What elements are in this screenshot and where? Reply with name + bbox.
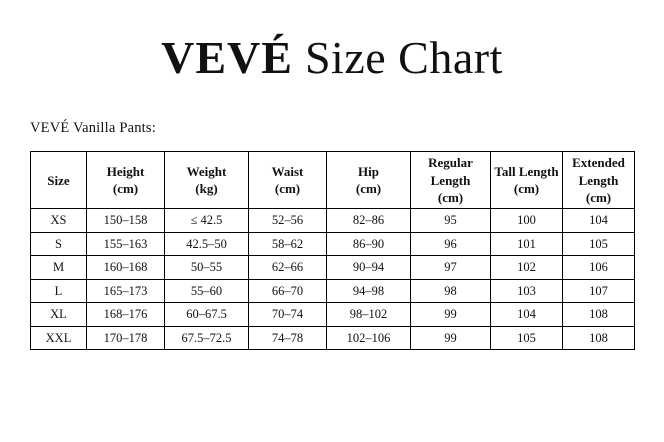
cell-extended-length: 104	[563, 209, 635, 233]
cell-size: S	[31, 232, 87, 256]
table-body	[31, 209, 635, 350]
cell-extended-length: 108	[563, 326, 635, 350]
cell-size: XXL	[31, 326, 87, 350]
page-title	[0, 34, 664, 82]
cell-waist: 74–78	[249, 326, 327, 350]
page-title-rest: Size Chart	[292, 32, 503, 83]
cell-waist: 58–62	[249, 232, 327, 256]
cell-extended-length: 105	[563, 232, 635, 256]
column-header-weight: Weight (kg)	[165, 152, 249, 209]
cell-waist: 70–74	[249, 303, 327, 327]
column-header-height: Height (cm)	[87, 152, 165, 209]
product-subtitle: VEVÉ Vanilla Pants:	[30, 120, 156, 137]
cell-hip: 90–94	[327, 256, 411, 280]
cell-hip: 82–86	[327, 209, 411, 233]
cell-regular-length: 96	[411, 232, 491, 256]
column-header-hip: Hip (cm)	[327, 152, 411, 209]
cell-regular-length: 98	[411, 279, 491, 303]
cell-weight: ≤ 42.5	[165, 209, 249, 233]
cell-height: 150–158	[87, 209, 165, 233]
cell-tall-length: 101	[491, 232, 563, 256]
cell-waist: 52–56	[249, 209, 327, 233]
cell-tall-length: 104	[491, 303, 563, 327]
cell-hip: 98–102	[327, 303, 411, 327]
table-row	[31, 256, 635, 280]
size-chart-page	[0, 34, 664, 442]
cell-extended-length: 107	[563, 279, 635, 303]
cell-size: XL	[31, 303, 87, 327]
table-header-row	[31, 152, 635, 209]
table-row	[31, 326, 635, 350]
cell-height: 168–176	[87, 303, 165, 327]
table-row	[31, 232, 635, 256]
table-header	[31, 152, 635, 209]
cell-regular-length: 99	[411, 303, 491, 327]
cell-regular-length: 99	[411, 326, 491, 350]
column-header-extended-length: Extended Length (cm)	[563, 152, 635, 209]
cell-size: L	[31, 279, 87, 303]
cell-hip: 102–106	[327, 326, 411, 350]
cell-size: M	[31, 256, 87, 280]
cell-tall-length: 103	[491, 279, 563, 303]
table-row	[31, 209, 635, 233]
cell-hip: 86–90	[327, 232, 411, 256]
cell-hip: 94–98	[327, 279, 411, 303]
cell-height: 165–173	[87, 279, 165, 303]
cell-regular-length: 97	[411, 256, 491, 280]
column-header-size: Size	[31, 152, 87, 209]
cell-extended-length: 106	[563, 256, 635, 280]
cell-weight: 60–67.5	[165, 303, 249, 327]
cell-tall-length: 105	[491, 326, 563, 350]
cell-waist: 66–70	[249, 279, 327, 303]
cell-height: 170–178	[87, 326, 165, 350]
cell-waist: 62–66	[249, 256, 327, 280]
column-header-tall-length: Tall Length (cm)	[491, 152, 563, 209]
brand-name: VEVÉ	[161, 32, 293, 83]
cell-height: 155–163	[87, 232, 165, 256]
column-header-regular-length: Regular Length (cm)	[411, 152, 491, 209]
table-row	[31, 303, 635, 327]
cell-weight: 67.5–72.5	[165, 326, 249, 350]
table-row	[31, 279, 635, 303]
cell-tall-length: 100	[491, 209, 563, 233]
cell-size: XS	[31, 209, 87, 233]
cell-weight: 55–60	[165, 279, 249, 303]
size-table	[30, 151, 635, 350]
column-header-waist: Waist (cm)	[249, 152, 327, 209]
cell-tall-length: 102	[491, 256, 563, 280]
cell-weight: 42.5–50	[165, 232, 249, 256]
cell-regular-length: 95	[411, 209, 491, 233]
cell-extended-length: 108	[563, 303, 635, 327]
cell-height: 160–168	[87, 256, 165, 280]
cell-weight: 50–55	[165, 256, 249, 280]
